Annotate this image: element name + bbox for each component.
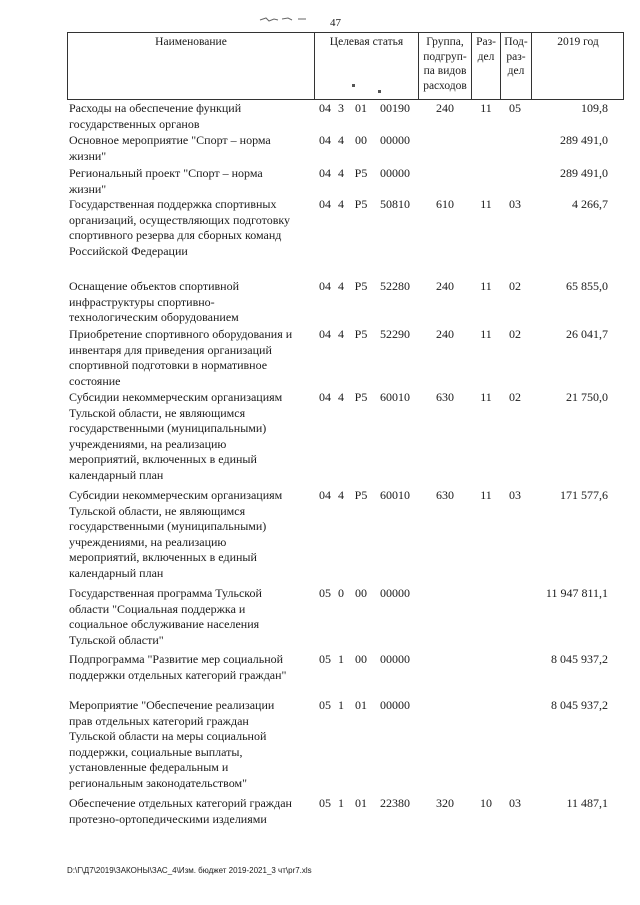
expense-group: 610 bbox=[436, 197, 454, 211]
target-code-4: 52290 bbox=[380, 327, 410, 341]
section-code: 11 bbox=[480, 197, 492, 211]
row-name bbox=[69, 796, 316, 827]
target-code-3: 00 bbox=[355, 133, 367, 147]
target-code-2: 1 bbox=[338, 652, 344, 666]
subsection-code: 03 bbox=[509, 197, 521, 211]
target-code-3: P5 bbox=[354, 390, 368, 404]
row-name-line: мероприятий, включенных в единый bbox=[69, 550, 257, 564]
target-code-1: 05 bbox=[319, 652, 331, 666]
subsection-code: 03 bbox=[509, 488, 521, 502]
target-code-3: P5 bbox=[354, 166, 368, 180]
header-section-line: дел bbox=[477, 50, 495, 63]
scan-artifact bbox=[258, 10, 308, 17]
footer-file-path: D:\Г\Д7\2019\ЗАКОНЫ\ЗАС_4\Изм. бюджет 2019-2021_3 чт\pr7.xls bbox=[67, 866, 312, 875]
target-code-4: 22380 bbox=[380, 796, 410, 810]
row-name-line: Обеспечение отдельных категорий граждан bbox=[69, 796, 292, 810]
target-code-2: 4 bbox=[338, 390, 344, 404]
row-name bbox=[69, 327, 316, 389]
row-name bbox=[69, 133, 316, 164]
row-name-line: инфраструктуры спортивно- bbox=[69, 294, 215, 309]
page-number: 47 bbox=[330, 17, 341, 29]
amount-2019: 11 487,1 bbox=[566, 796, 608, 810]
row-name-line: Приобретение спортивного оборудования и bbox=[69, 327, 293, 341]
target-code-4: 00000 bbox=[380, 133, 410, 147]
row-name-line: поддержки отдельных категорий граждан" bbox=[69, 667, 287, 682]
row-name bbox=[69, 698, 316, 791]
row-name-line: Российской Федерации bbox=[69, 243, 188, 258]
header-group bbox=[419, 35, 471, 93]
target-code-1: 04 bbox=[319, 327, 331, 341]
header-name: Наименование bbox=[155, 36, 227, 48]
row-name-line: спортивного резерва для сборных команд bbox=[69, 228, 282, 242]
amount-2019: 109,8 bbox=[581, 101, 608, 115]
expense-group: 240 bbox=[436, 279, 454, 293]
row-name-line: мероприятий, включенных в единый bbox=[69, 452, 257, 466]
target-code-3: P5 bbox=[354, 327, 368, 341]
row-name-line: государственных органов bbox=[69, 116, 200, 131]
target-code-1: 05 bbox=[319, 586, 331, 600]
row-name-line: Субсидии некоммерческим организациям bbox=[69, 488, 283, 502]
target-code-1: 04 bbox=[319, 101, 331, 115]
target-code-3: 01 bbox=[355, 698, 367, 712]
header-section bbox=[472, 35, 500, 64]
scan-dot bbox=[378, 90, 381, 93]
row-name-line: социальное обслуживание населения bbox=[69, 617, 260, 631]
row-name-line: календарный план bbox=[69, 565, 164, 580]
row-name-line: учреждениями, на реализацию bbox=[69, 534, 227, 549]
row-name bbox=[69, 488, 316, 581]
target-code-1: 04 bbox=[319, 166, 331, 180]
row-name-line: Тульской области" bbox=[69, 632, 164, 647]
target-code-4: 00000 bbox=[380, 652, 410, 666]
header-target: Целевая статья bbox=[329, 36, 404, 48]
subsection-code: 05 bbox=[509, 101, 521, 115]
target-code-2: 3 bbox=[338, 101, 344, 115]
row-name-line: технологическим оборудованием bbox=[69, 310, 239, 324]
expense-group: 320 bbox=[436, 796, 454, 810]
target-code-4: 50810 bbox=[380, 197, 410, 211]
row-name-line: календарный план bbox=[69, 467, 164, 482]
header-subsection-line: Под- bbox=[504, 36, 528, 48]
amount-2019: 289 491,0 bbox=[560, 166, 608, 180]
row-name-line: жизни" bbox=[69, 181, 107, 196]
target-code-4: 60010 bbox=[380, 488, 410, 502]
amount-2019: 21 750,0 bbox=[566, 390, 608, 404]
target-code-3: P5 bbox=[354, 279, 368, 293]
target-code-4: 52280 bbox=[380, 279, 410, 293]
row-name-line: жизни" bbox=[69, 148, 107, 163]
row-name-line: государственными (муниципальными) bbox=[69, 519, 267, 533]
target-code-3: 01 bbox=[355, 101, 367, 115]
section-code: 11 bbox=[480, 488, 492, 502]
header-group-line: Группа, bbox=[426, 36, 464, 48]
target-code-1: 04 bbox=[319, 133, 331, 147]
row-name bbox=[69, 279, 316, 326]
row-name-line: учреждениями, на реализацию bbox=[69, 436, 227, 451]
target-code-3: P5 bbox=[354, 488, 368, 502]
expense-group: 240 bbox=[436, 101, 454, 115]
row-name-line: региональным законодательством" bbox=[69, 775, 247, 790]
subsection-code: 03 bbox=[509, 796, 521, 810]
row-name-line: Государственная поддержка спортивных bbox=[69, 197, 277, 211]
amount-2019: 8 045 937,2 bbox=[551, 652, 608, 666]
header-subsection bbox=[501, 35, 531, 79]
target-code-2: 4 bbox=[338, 488, 344, 502]
row-name bbox=[69, 166, 316, 197]
row-name-line: поддержки, социальные выплаты, bbox=[69, 744, 243, 759]
target-code-2: 1 bbox=[338, 796, 344, 810]
row-name bbox=[69, 101, 316, 132]
row-name-line: Мероприятие "Обеспечение реализации bbox=[69, 698, 275, 712]
section-code: 11 bbox=[480, 390, 492, 404]
header-subsection-line: дел bbox=[507, 65, 525, 77]
row-name-line: Тульской области, не являющимся bbox=[69, 405, 246, 420]
section-code: 11 bbox=[480, 101, 492, 115]
amount-2019: 26 041,7 bbox=[566, 327, 608, 341]
header-subsection-line: раз- bbox=[506, 50, 526, 63]
target-code-2: 4 bbox=[338, 327, 344, 341]
row-name-line: Тульской области, не являющимся bbox=[69, 503, 246, 518]
target-code-1: 04 bbox=[319, 488, 331, 502]
expense-group: 630 bbox=[436, 390, 454, 404]
target-code-2: 4 bbox=[338, 197, 344, 211]
target-code-4: 00000 bbox=[380, 166, 410, 180]
header-year: 2019 год bbox=[557, 36, 599, 48]
target-code-3: P5 bbox=[354, 197, 368, 211]
row-name-line: протезно-ортопедическими изделиями bbox=[69, 811, 267, 826]
row-name-line: прав отдельных категорий граждан bbox=[69, 713, 249, 728]
row-name-line: состояние bbox=[69, 373, 121, 388]
amount-2019: 8 045 937,2 bbox=[551, 698, 608, 712]
section-code: 10 bbox=[480, 796, 492, 810]
amount-2019: 11 947 811,1 bbox=[545, 586, 608, 600]
row-name-line: установленные федеральным и bbox=[69, 760, 229, 774]
header-section-line: Раз- bbox=[476, 36, 496, 48]
target-code-4: 00000 bbox=[380, 698, 410, 712]
row-name-line: Тульской области на меры социальной bbox=[69, 729, 267, 743]
row-name bbox=[69, 652, 316, 683]
target-code-4: 00190 bbox=[380, 101, 410, 115]
target-code-3: 00 bbox=[355, 586, 367, 600]
amount-2019: 289 491,0 bbox=[560, 133, 608, 147]
row-name-line: спортивной подготовки в нормативное bbox=[69, 358, 268, 372]
target-code-3: 01 bbox=[355, 796, 367, 810]
expense-group: 240 bbox=[436, 327, 454, 341]
target-code-1: 04 bbox=[319, 197, 331, 211]
row-name-line: государственными (муниципальными) bbox=[69, 421, 267, 435]
amount-2019: 171 577,6 bbox=[560, 488, 608, 502]
amount-2019: 4 266,7 bbox=[572, 197, 608, 211]
target-code-2: 4 bbox=[338, 133, 344, 147]
target-code-1: 04 bbox=[319, 279, 331, 293]
target-code-4: 00000 bbox=[380, 586, 410, 600]
row-name bbox=[69, 586, 316, 648]
header-group-line: па видов bbox=[423, 65, 467, 77]
row-name bbox=[69, 390, 316, 483]
subsection-code: 02 bbox=[509, 327, 521, 341]
row-name-line: Государственная программа Тульской bbox=[69, 586, 262, 600]
row-name-line: области "Социальная поддержка и bbox=[69, 601, 246, 616]
target-code-1: 04 bbox=[319, 390, 331, 404]
row-name-line: Субсидии некоммерческим организациям bbox=[69, 390, 283, 404]
target-code-2: 4 bbox=[338, 279, 344, 293]
header-group-line: расходов bbox=[423, 79, 467, 92]
row-name-line: организаций, осуществляющих подготовку bbox=[69, 212, 291, 227]
row-name bbox=[69, 197, 316, 259]
row-name-line: Основное мероприятие "Спорт – норма bbox=[69, 133, 271, 147]
target-code-2: 0 bbox=[338, 586, 344, 600]
expense-group: 630 bbox=[436, 488, 454, 502]
subsection-code: 02 bbox=[509, 390, 521, 404]
target-code-2: 4 bbox=[338, 166, 344, 180]
row-name-line: инвентаря для приведения организаций bbox=[69, 342, 272, 357]
subsection-code: 02 bbox=[509, 279, 521, 293]
section-code: 11 bbox=[480, 279, 492, 293]
header-group-line: подгруп- bbox=[423, 50, 467, 63]
target-code-1: 05 bbox=[319, 796, 331, 810]
target-code-3: 00 bbox=[355, 652, 367, 666]
row-name-line: Расходы на обеспечение функций bbox=[69, 101, 242, 115]
target-code-4: 60010 bbox=[380, 390, 410, 404]
row-name-line: Подпрограмма "Развитие мер социальной bbox=[69, 652, 284, 666]
target-code-2: 1 bbox=[338, 698, 344, 712]
row-name-line: Оснащение объектов спортивной bbox=[69, 279, 240, 293]
target-code-1: 05 bbox=[319, 698, 331, 712]
scan-dot bbox=[352, 84, 355, 87]
amount-2019: 65 855,0 bbox=[566, 279, 608, 293]
row-name-line: Региональный проект "Спорт – норма bbox=[69, 166, 263, 180]
section-code: 11 bbox=[480, 327, 492, 341]
